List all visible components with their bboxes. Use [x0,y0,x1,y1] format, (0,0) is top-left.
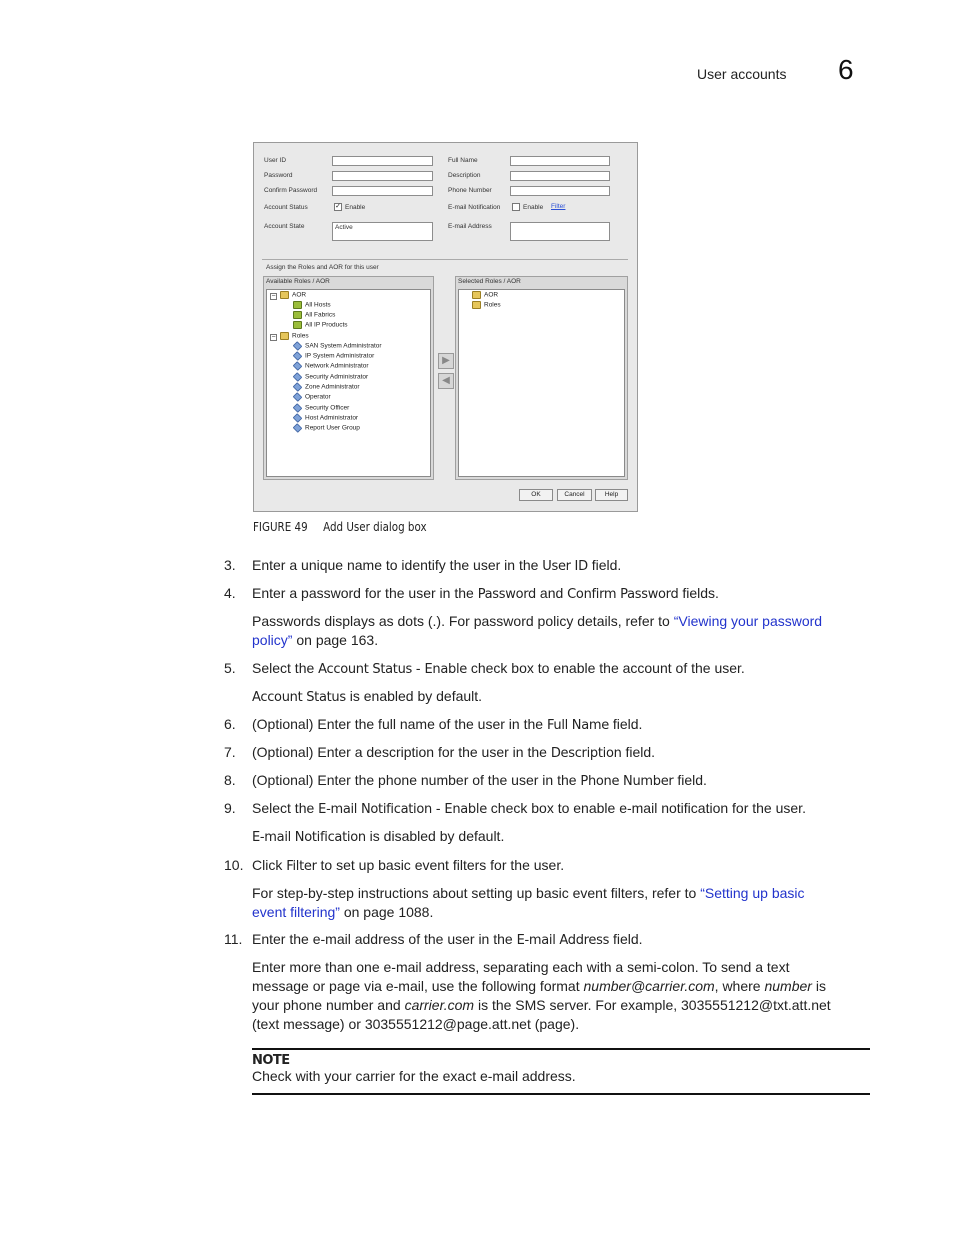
account-state-field[interactable] [332,222,433,241]
phone-number-label: Phone Number [448,187,492,194]
collapse-aor-icon[interactable]: − [271,293,276,300]
email-notification-enable-label: Enable [523,204,544,211]
filter-link[interactable]: Filter [551,203,566,210]
account-status-note: Account Status is enabled by default. [252,688,483,705]
description-field[interactable] [510,171,610,181]
phone-number-field[interactable] [510,186,610,196]
role-icon [293,423,303,433]
viewing-password-policy-link[interactable]: “Viewing your password [673,613,823,629]
email-notification-label: E-mail Notification [448,204,501,211]
aor-folder-icon [472,291,481,299]
tree-node-aor[interactable]: AOR [280,291,306,301]
account-state-label: Account State [264,223,305,230]
note-bottom-rule [252,1093,870,1095]
roles-folder-icon [472,301,481,309]
role-icon [293,361,303,371]
filter-note: For step-by-step instructions about setting up basic event filters, refer to “Setting up basic event filtering” on page 1088. [252,885,805,920]
note-top-rule [252,1048,870,1050]
step-number: 4. [224,585,236,601]
viewing-password-policy-link-cont[interactable]: policy” [252,632,293,648]
tree-node-all-fabrics[interactable]: All Fabrics [293,311,335,321]
aor-item-icon [293,301,302,309]
step-number: 7. [224,744,236,760]
dialog-separator [262,259,628,260]
cancel-button[interactable]: Cancel [557,489,592,501]
email-address-note: Enter more than one e-mail address, separating each with a semi-colon. To send a text message or page via e-mail, use the following format number@carrier.com, where number is your phone number and carrier.com is the SMS server. For example, 3035551212@txt.att.net (text message) or 3035551212@page.att.net (page). [252,959,831,1032]
setting-up-filtering-link[interactable]: “Setting up basic [700,885,805,901]
user-id-label: User ID [264,157,287,164]
aor-item-icon [293,311,302,319]
chapter-number: 6 [838,54,854,85]
role-icon [293,341,303,351]
full-name-field[interactable] [510,156,610,166]
account-state-value: Active [335,224,353,231]
add-user-dialog [253,142,638,512]
full-name-label: Full Name [448,157,478,164]
confirm-password-field[interactable] [332,186,433,196]
tree-node-role[interactable]: Report User Group [293,424,360,434]
email-address-label: E-mail Address [448,223,492,230]
available-roles-title: Available Roles / AOR [266,278,330,285]
collapse-roles-icon[interactable]: − [271,334,276,341]
available-roles-panel [263,276,434,480]
available-roles-tree[interactable] [266,289,431,477]
roles-folder-icon [280,332,289,340]
remove-left-arrow-icon[interactable]: ◀ [438,373,454,389]
tree-node-role[interactable]: IP System Administrator [293,352,374,362]
account-status-label: Account Status [264,204,308,211]
aor-folder-icon [280,291,289,299]
account-status-checkbox[interactable]: ✓ [335,203,341,210]
role-icon [293,403,303,413]
assign-roles-label: Assign the Roles and AOR for this user [266,264,379,271]
tree-node-role[interactable]: Security Administrator [293,373,368,383]
email-notification-note: E-mail Notification is disabled by default. [252,828,505,845]
tree-node-role[interactable]: Security Officer [293,404,349,414]
selected-roles-panel [455,276,628,480]
step-number: 10. [224,857,244,873]
role-icon [293,392,303,402]
role-icon [293,351,303,361]
step-number: 9. [224,800,236,816]
tree-node-role[interactable]: Operator [293,393,331,403]
step-number: 3. [224,557,236,573]
note-title: NOTE [252,1053,290,1068]
note-text: Check with your carrier for the exact e-mail address. [252,1068,576,1084]
email-address-field[interactable] [510,222,610,241]
selected-roles-tree[interactable] [458,289,625,477]
tree-node-role[interactable]: Network Administrator [293,362,369,372]
role-icon [293,413,303,423]
figure-caption [253,520,427,534]
add-right-arrow-icon[interactable]: ▶ [438,353,454,369]
running-header-section: User accounts [697,66,787,82]
figure-number: FIGURE 49 [253,520,308,534]
tree-node-role[interactable]: Host Administrator [293,414,358,424]
tree-node-all-hosts[interactable]: All Hosts [293,301,331,311]
step-number: 8. [224,772,236,788]
aor-item-icon [293,321,302,329]
confirm-password-label: Confirm Password [264,187,318,194]
selected-node-aor[interactable]: AOR [472,291,498,301]
role-icon [293,382,303,392]
setting-up-filtering-link-cont[interactable]: event filtering” [252,904,340,920]
password-note: Passwords displays as dots (.). For password policy details, refer to “Viewing your password policy” on page 163. [252,613,823,648]
tree-node-role[interactable]: SAN System Administrator [293,342,382,352]
help-button[interactable]: Help [595,489,628,501]
description-label: Description [448,172,481,179]
step-number: 11. [224,931,243,947]
user-id-field[interactable] [332,156,433,166]
step-number: 5. [224,660,236,676]
selected-node-roles[interactable]: Roles [472,301,501,311]
password-field[interactable] [332,171,433,181]
tree-node-all-ip-products[interactable]: All IP Products [293,321,348,331]
selected-roles-title: Selected Roles / AOR [458,278,521,285]
step-number: 6. [224,716,236,732]
password-label: Password [264,172,293,179]
email-notification-checkbox[interactable] [512,203,520,211]
figure-title: Add User dialog box [323,520,427,534]
tree-node-role[interactable]: Zone Administrator [293,383,360,393]
role-icon [293,372,303,382]
tree-node-roles[interactable]: Roles [280,332,309,342]
account-status-enable-label: Enable [345,204,366,211]
ok-button[interactable]: OK [519,489,553,501]
